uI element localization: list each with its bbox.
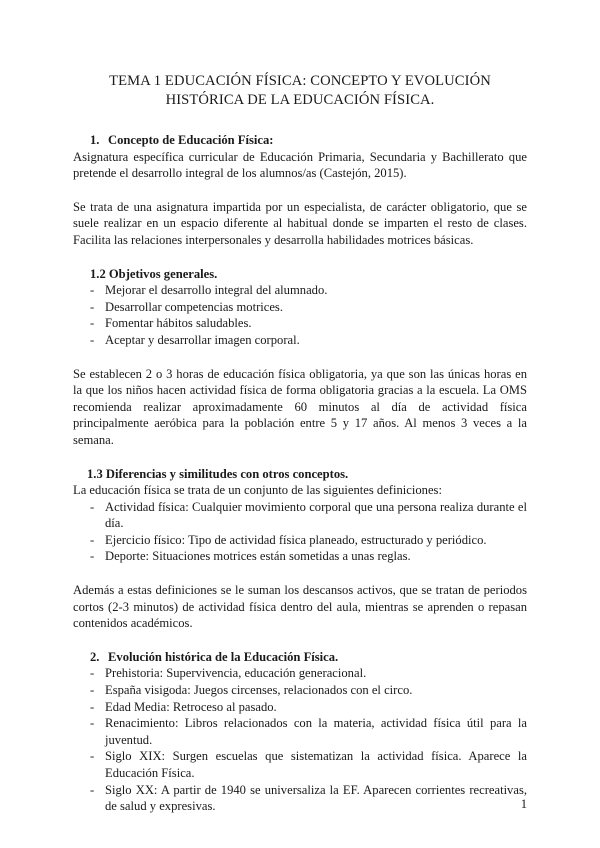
section-1-number: 1.: [90, 133, 100, 147]
list-item: - Siglo XIX: Surgen escuelas que sistematizan la actividad física. Aparece la Educación Física.: [73, 748, 527, 781]
definitions-list: [73, 499, 527, 565]
list-item: - Edad Media: Retroceso al pasado.: [73, 699, 527, 716]
section-2-heading-text: Evolución histórica de la Educación Física.: [108, 649, 339, 664]
section-2-number: 2.: [90, 649, 100, 664]
section-1-heading-text: Concepto de Educación Física:: [108, 133, 274, 147]
objectives-list: [73, 282, 527, 348]
section-1-3-intro: La educación física se trata de un conjunto de las siguientes definiciones:: [73, 483, 442, 498]
list-item: - Aceptar y desarrollar imagen corporal.: [73, 332, 527, 349]
history-list: [73, 665, 527, 814]
list-item: - Desarrollar competencias motrices.: [73, 299, 527, 316]
list-item: - Fomentar hábitos saludables.: [73, 315, 527, 332]
list-item: - Ejercicio físico: Tipo de actividad física planeado, estructurado y periódico.: [73, 532, 527, 549]
section-1-2-heading: 1.2 Objetivos generales.: [90, 266, 218, 281]
list-item: - Deporte: Situaciones motrices están sometidas a unas reglas.: [73, 548, 527, 565]
section-2-heading: [73, 649, 527, 666]
section-1-3-paragraph: Además a estas definiciones se le suman los descansos activos, que se tratan de periodos cortos (2-3 minutos) de actividad física dentro del aula, mientras se aprenden o repasan contenidos académicos.: [73, 583, 527, 631]
list-item: - Prehistoria: Supervivencia, educación generacional.: [73, 665, 527, 682]
list-item: - Actividad física: Cualquier movimiento corporal que una persona realiza durante el día.: [73, 499, 527, 532]
section-1-3-heading: 1.3 Diferencias y similitudes con otros conceptos.: [87, 466, 349, 481]
document-title: TEMA 1 EDUCACIÓN FÍSICA: CONCEPTO Y EVOLUCIÓN HISTÓRICA DE LA EDUCACIÓN FÍSICA.: [109, 73, 491, 108]
page-number: 1: [520, 797, 527, 811]
section-1-paragraph-1: Asignatura específica curricular de Educación Primaria, Secundaria y Bachillerato que pretende el desarrollo integral de los alumnos/as (Castejón, 2015).: [73, 149, 527, 181]
section-1-2-paragraph: Se establecen 2 o 3 horas de educación física obligatoria, ya que son las únicas horas en la que los niños hacen actividad física de forma obligatoria gracias a la escuela. La OMS recomienda realizar aproximadamente 60 minutos al día de actividad física principalmente aeróbica para la población entre 5 y 17 años. Al menos 3 veces a la semana.: [73, 366, 527, 447]
section-1-heading: [73, 132, 527, 149]
document-page: [73, 72, 527, 815]
list-item: - Siglo XX: A partir de 1940 se universaliza la EF. Aparecen corrientes recreativas, de salud y expresivas.: [73, 782, 527, 815]
list-item: - España visigoda: Juegos circenses, relacionados con el circo.: [73, 682, 527, 699]
list-item: - Mejorar el desarrollo integral del alumnado.: [73, 282, 527, 299]
list-item: - Renacimiento: Libros relacionados con la materia, actividad física útil para la juventud.: [73, 715, 527, 748]
section-1-paragraph-2: Se trata de una asignatura impartida por un especialista, de carácter obligatorio, que se suele realizar en un espacio diferente al habitual donde se imparten el resto de clases. Facilita las relaciones interpersonales y desarrolla habilidades motrices básicas.: [73, 199, 527, 247]
